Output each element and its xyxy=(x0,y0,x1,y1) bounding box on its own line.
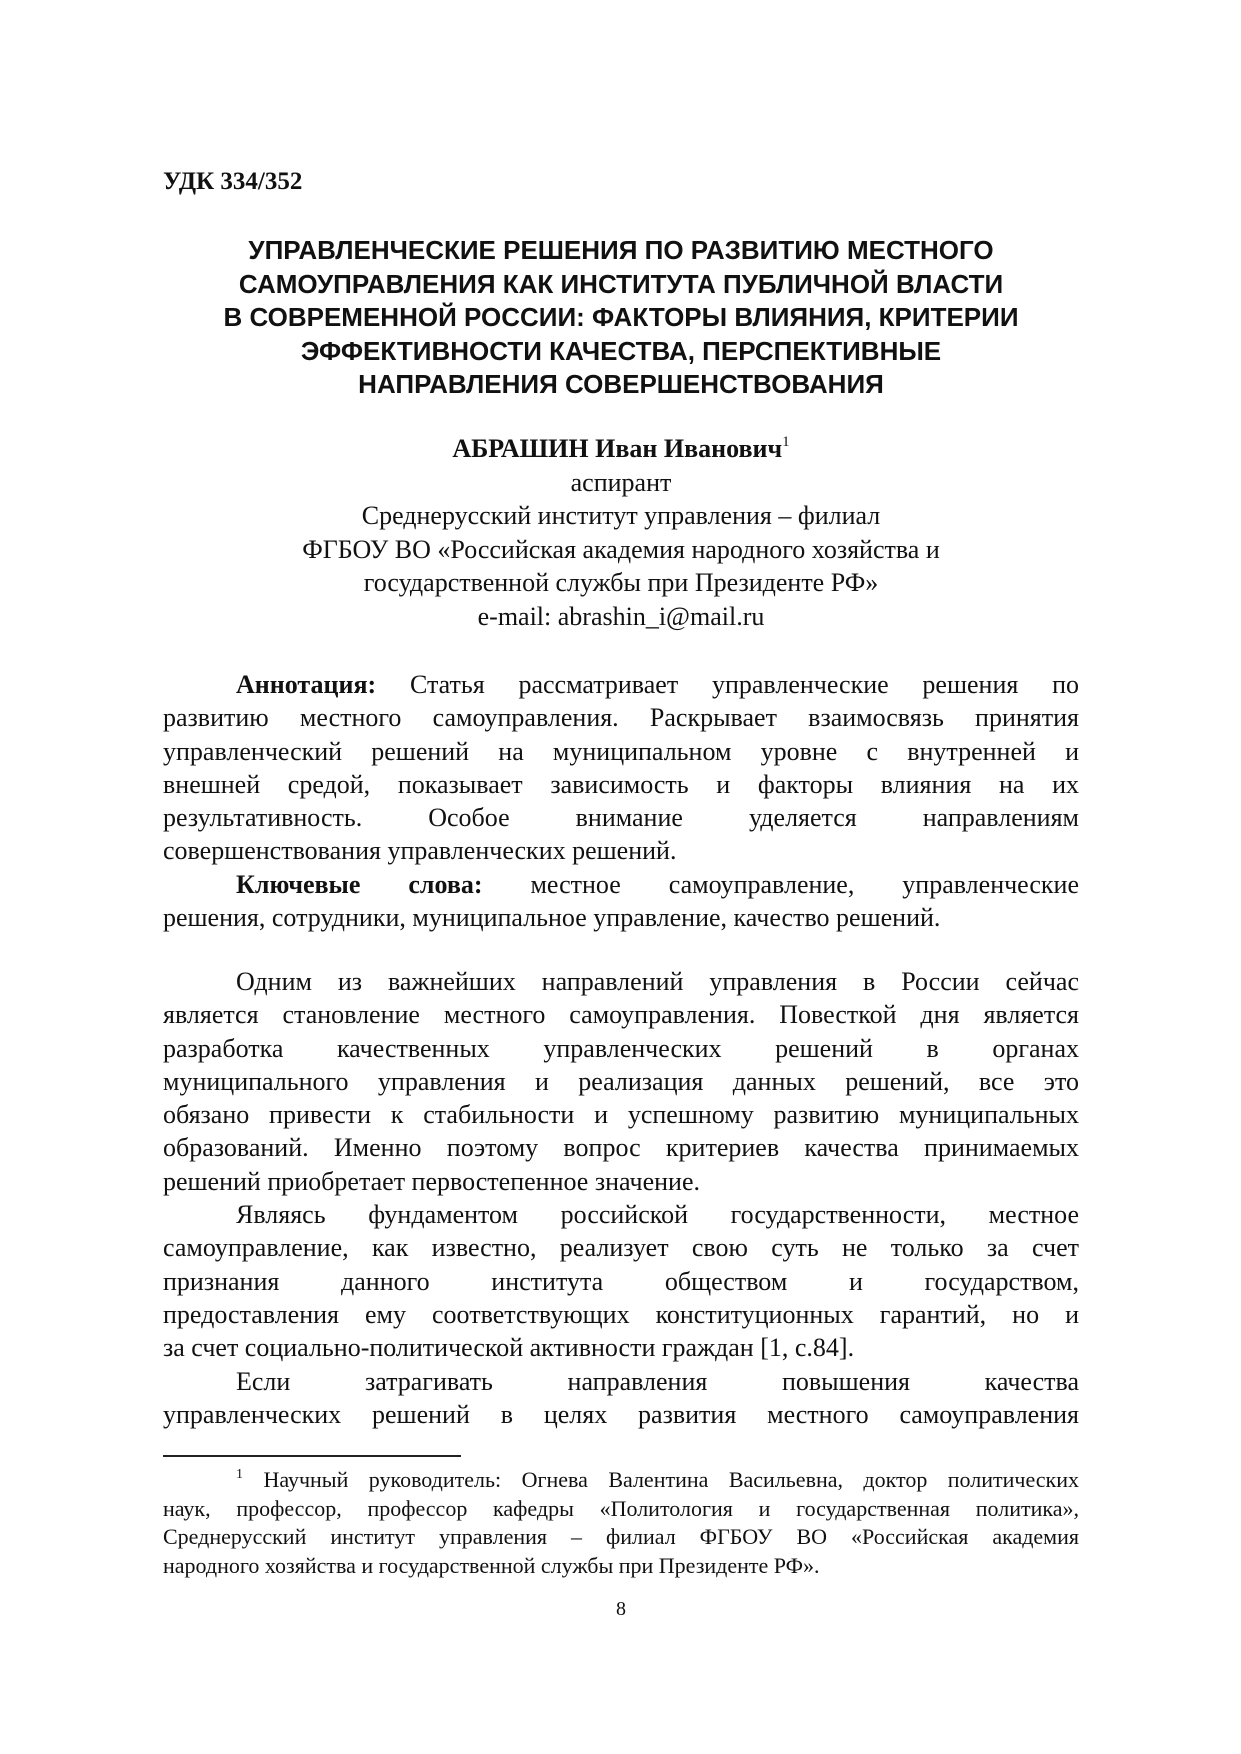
footnote-line: Среднерусский институт управления – филиал ФГБОУ ВО «Российская академия xyxy=(163,1524,1079,1549)
keywords-text: местное самоуправление, управленческие xyxy=(530,869,1079,899)
abstract-line: внешней средой, показывает зависимость и факторы влияния на их xyxy=(163,769,1079,799)
abstract-line: развитию местного самоуправления. Раскрывает взаимосвязь принятия xyxy=(163,703,1079,733)
paragraph-line: решений приобретает первостепенное значение. xyxy=(163,1166,701,1196)
footnote-line xyxy=(163,1466,1079,1495)
footnote-reference[interactable]: 1 xyxy=(782,434,790,450)
paragraph-line: муниципального управления и реализация данных решений, все это xyxy=(163,1066,1079,1096)
abstract-section xyxy=(163,668,1079,934)
footnote-line: народного хозяйства и государственной службы при Президенте РФ». xyxy=(163,1552,820,1578)
author-email[interactable]: e-mail: abrashin_i@mail.ru xyxy=(477,601,765,631)
author-position: аспирант xyxy=(570,467,672,497)
body-section xyxy=(163,965,1079,1431)
article-title xyxy=(163,234,1079,402)
page-number: 8 xyxy=(616,1598,626,1620)
author-name: АБРАШИН Иван Иванович xyxy=(452,434,783,463)
paragraph-line: управленческих решений в целях развития местного самоуправления xyxy=(163,1399,1079,1429)
paragraph-line: Если затрагивать направления повышения качества xyxy=(236,1366,1079,1396)
keywords-label: Ключевые слова: xyxy=(236,869,483,899)
title-line: ЭФФЕКТИВНОСТИ КАЧЕСТВА, ПЕРСПЕКТИВНЫЕ xyxy=(300,335,942,366)
footnote-line: наук, профессор, профессор кафедры «Политология и государственная политика», xyxy=(163,1495,1079,1521)
title-line: САМОУПРАВЛЕНИЯ КАК ИНСТИТУТА ПУБЛИЧНОЙ ВЛАСТИ xyxy=(238,268,1004,299)
keywords-line: решения, сотрудники, муниципальное управление, качество решений. xyxy=(163,903,941,933)
page xyxy=(163,0,1079,1754)
paragraph-line: самоуправление, как известно, реализует свою суть не только за счет xyxy=(163,1233,1079,1263)
paragraph-line: образований. Именно поэтому вопрос критериев качества принимаемых xyxy=(163,1133,1079,1163)
paragraph-line: обязано привести к стабильности и успешному развитию муниципальных xyxy=(163,1100,1079,1130)
paragraph-line: за счет социально-политической активности граждан [1, с.84]. xyxy=(163,1333,855,1363)
paragraph-line: Являясь фундаментом российской государственности, местное xyxy=(236,1200,1079,1230)
author-affiliation-line: государственной службы при Президенте РФ» xyxy=(363,568,879,597)
author-affiliation-line: ФГБОУ ВО «Российская академия народного хозяйства и xyxy=(302,534,940,564)
footnote xyxy=(163,1466,1079,1580)
footnote-text: Научный руководитель: Огнева Валентина Васильевна, доктор политических xyxy=(263,1467,1079,1492)
footnote-marker: 1 xyxy=(236,1467,243,1482)
paragraph-line: Одним из важнейших направлений управления в России сейчас xyxy=(236,967,1079,996)
abstract-line: результативность. Особое внимание уделяется направлениям xyxy=(163,803,1079,833)
footnote-separator xyxy=(163,1455,461,1457)
abstract-line: управленческий решений на муниципальном уровне с внутренней и xyxy=(163,736,1079,766)
title-line: НАПРАВЛЕНИЯ СОВЕРШЕНСТВОВАНИЯ xyxy=(358,369,884,399)
abstract-line xyxy=(163,668,1079,701)
paragraph-line: разработка качественных управленческих решений в органах xyxy=(163,1033,1079,1063)
paragraph-line: признания данного института обществом и государством, xyxy=(163,1266,1079,1296)
udk-code: УДК 334/352 xyxy=(163,168,303,195)
paragraph-line: предоставления ему соответствующих конституционных гарантий, но и xyxy=(163,1299,1079,1329)
abstract-line: совершенствования управленческих решений. xyxy=(163,836,677,866)
title-line: В СОВРЕМЕННОЙ РОССИИ: ФАКТОРЫ ВЛИЯНИЯ, КРИТЕРИИ xyxy=(223,302,1019,332)
paragraph-line: является становление местного самоуправления. Повесткой дня является xyxy=(163,1000,1079,1030)
author-block xyxy=(163,432,1079,633)
abstract-label: Аннотация: xyxy=(236,670,377,699)
keywords-line xyxy=(163,868,1079,901)
abstract-text: Статья рассматривает управленческие решения по xyxy=(409,670,1080,699)
title-line: УПРАВЛЕНЧЕСКИЕ РЕШЕНИЯ ПО РАЗВИТИЮ МЕСТНОГО xyxy=(248,235,994,265)
author-line xyxy=(163,432,1079,466)
author-affiliation-line: Среднерусский институт управления – филиал xyxy=(361,501,881,530)
